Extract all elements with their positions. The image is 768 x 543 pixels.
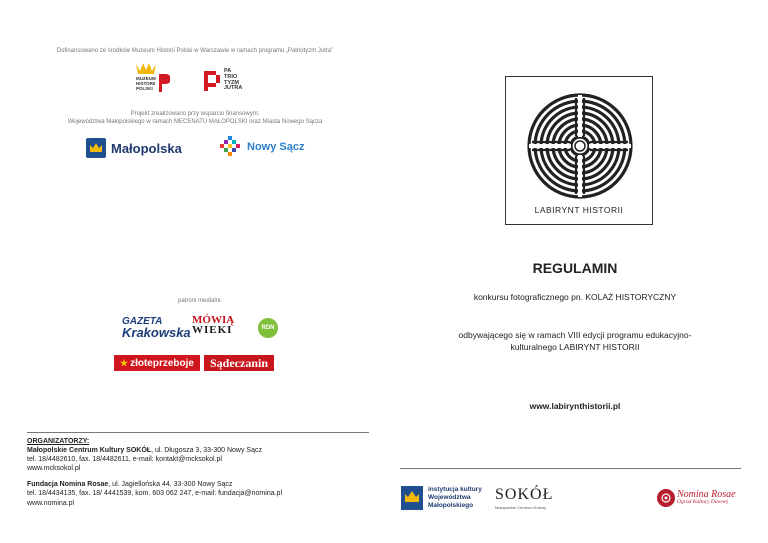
krakowska-label: Krakowska (122, 324, 191, 340)
media-patrons-label: patroni medialni: (177, 298, 223, 304)
org2-address: , ul. Jagiellońska 44, 33-300 Nowy Sącz (108, 481, 233, 489)
program-description (400, 330, 750, 354)
ik-line-1: instytucja kultury (428, 486, 482, 493)
instytucja-kultury-text (428, 486, 482, 510)
crown-icon (136, 61, 156, 75)
org1-name: Małopolskie Centrum Kultury SOKÓŁ (27, 447, 152, 455)
sadeczanin-logo (204, 355, 274, 371)
labyrinth-icon (526, 92, 634, 200)
pixel-flag-icon (204, 71, 220, 91)
nomina-rosae-text (677, 490, 736, 506)
nomina-rosae-subtitle: Ogród Kultury Dawnej (677, 499, 729, 506)
org2-name: Fundacja Nomina Rosae (27, 481, 109, 489)
malopolska-crest-icon (86, 138, 106, 158)
organizers-divider (27, 432, 369, 433)
zlote-przeboje-logo (114, 355, 200, 371)
sokol-subtitle: Małopolskie Centrum Kultury (495, 505, 547, 510)
muzeum-historii-polski-logo (136, 61, 176, 97)
nowy-sacz-mosaic-icon (218, 134, 244, 160)
project-note (30, 110, 360, 126)
wieki-label: WIEKI (192, 324, 233, 337)
organizers-block (27, 437, 282, 508)
ik-line-3: Małopolskiego (428, 502, 474, 510)
org1-address: , ul. Długosza 3, 33-300 Nowy Sącz (151, 447, 262, 455)
organizers-heading: ORGANIZATORZY: (27, 438, 90, 445)
document-title: REGULAMIN (532, 260, 618, 276)
mowia-wieki-logo (192, 315, 234, 336)
nomina-rosae-logo (657, 489, 736, 507)
nowy-sacz-logo (218, 134, 304, 160)
org1-line (27, 446, 282, 455)
rdn-logo (258, 318, 278, 338)
zlote-przeboje-label: złoteprzeboje (130, 357, 194, 369)
org2-line (27, 480, 282, 489)
malopolska-logo (86, 138, 182, 158)
red-p-icon (158, 73, 170, 93)
mhp-logo-text: MUZEUM HISTORII POLSKI (136, 76, 156, 91)
sokol-label: SOKÓŁ (495, 486, 554, 503)
org2-contact: tel. 18/4434135, fax. 18/ 4441539, kom. 603 062 247, e-mail: fundacja@nomina.pl (27, 490, 283, 498)
sadeczanin-label: Sądeczanin (210, 355, 269, 370)
labyrinth-cover (505, 76, 653, 225)
org1-contact: tel. 18/4482610, fax. 18/4482611, e-mail: kontakt@mcksokol.pl (27, 456, 222, 464)
rose-icon (657, 489, 675, 507)
contest-subtitle: konkursu fotograficznego pn. KOLAŻ HISTORYCZNY (473, 292, 677, 302)
description-line-1: odbywającego się w ramach VIII edycji programu edukacyjno- (458, 330, 692, 340)
gazeta-label: GAZETA (122, 316, 163, 327)
nomina-rosae-label: Nomina Rosae (677, 489, 736, 501)
gazeta-krakowska-logo (122, 318, 191, 338)
ik-line-2: Województwa (428, 494, 471, 502)
star-icon: ★ (120, 357, 129, 368)
funding-note: Dofinansowano ze środków Muzeum Historii Polski w Warszawie w ramach programu „Patriotyzm Jutra” (56, 48, 334, 54)
description-line-2: kulturalnego LABIRYNT HISTORII (510, 341, 640, 352)
instytucja-kultury-logo (401, 486, 482, 510)
malopolska-crest-icon (401, 486, 423, 510)
malopolska-label: Małopolska (111, 140, 182, 156)
patriotyzm-jutra-logo (204, 69, 250, 99)
nowy-sacz-label: Nowy Sącz (247, 141, 305, 153)
org1-website: www.mcksokol.pl (27, 465, 81, 473)
org2-website: www.nomina.pl (27, 499, 75, 507)
rdn-label: RDN (261, 325, 275, 331)
website-link[interactable]: www.labirynthistorii.pl (529, 401, 621, 411)
mowia-label: MÓWIĄ (192, 314, 235, 326)
footer-divider (400, 468, 741, 469)
project-line-1: Projekt zrealizowano przy wsparciu finansowym: (130, 111, 260, 117)
sokol-logo (495, 486, 553, 510)
project-line-2: Województwa Małopolskiego w ramach MECENATU MAŁOPOLSKI oraz Miasta Nowego Sącza (67, 119, 323, 126)
pj-logo-text: PA TRIO TYZM JUTRA (224, 68, 243, 92)
cover-caption: LABIRYNT HISTORII (534, 205, 624, 215)
